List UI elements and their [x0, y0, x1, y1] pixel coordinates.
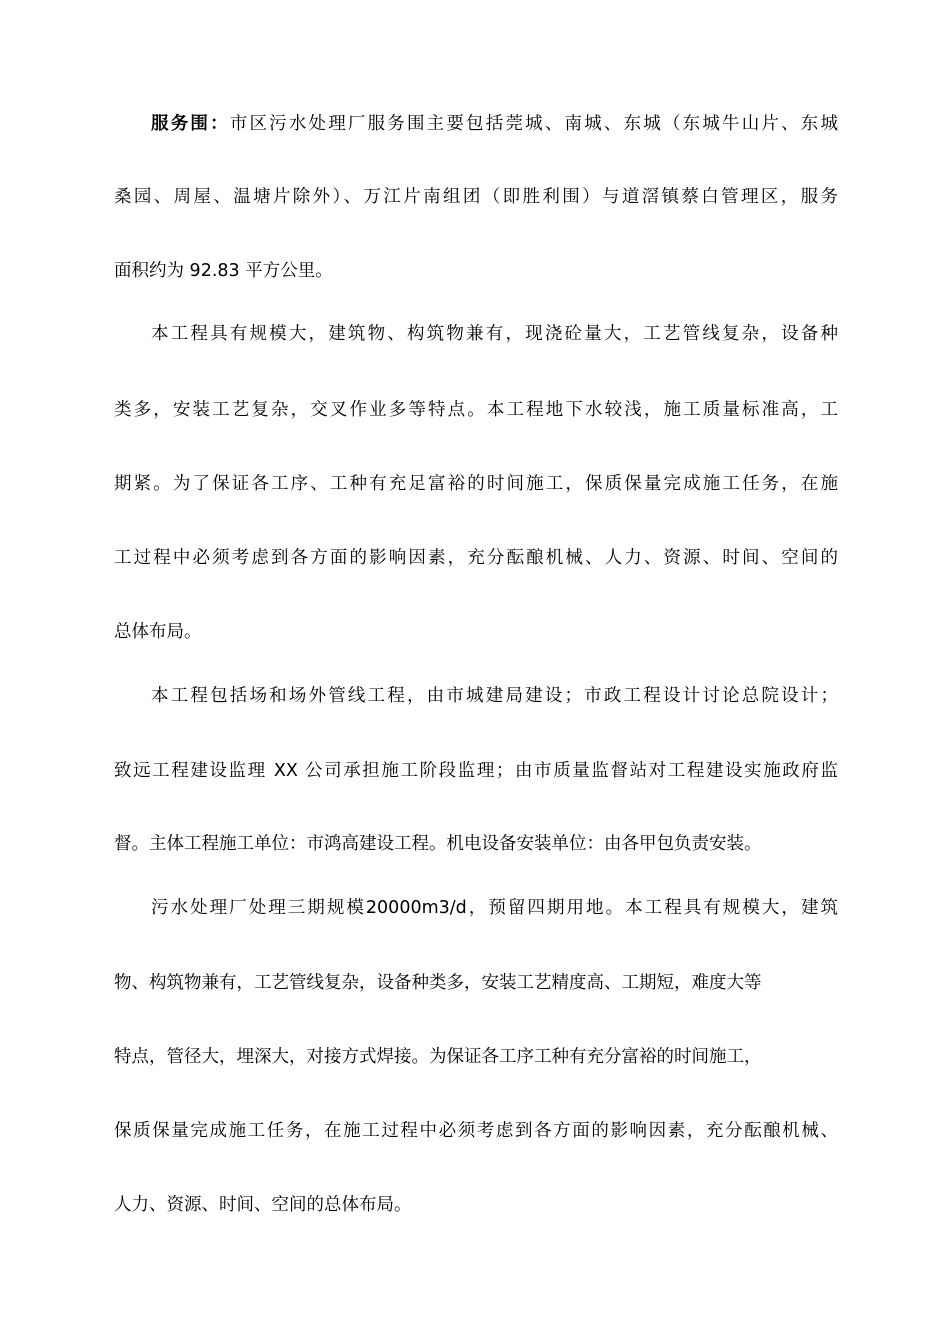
paragraph-line: 总体布局。 — [114, 622, 202, 642]
service-area-label: 服务围： — [151, 114, 230, 134]
paragraph-line: 工过程中必须考虑到各方面的影响因素，充分酝酿机械、人力、资源、时间、空间的 — [114, 548, 838, 568]
paragraph-line: 人力、资源、时间、空间的总体布局。 — [114, 1195, 412, 1215]
paragraph-line — [151, 112, 838, 136]
paragraph-line: 期紧。为了保证各工序、工种有充足富裕的时间施工，保质保量完成施工任务，在施 — [114, 474, 838, 494]
paragraph-line: 特点，管径大，埋深大，对接方式焊接。为保证各工序工种有充分富裕的时间施工， — [114, 1047, 762, 1067]
paragraph-line: 本工程包括场和场外管线工程，由市城建局建设；市政工程设计讨论总院设计； — [151, 686, 838, 706]
paragraph-line: 本工程具有规模大，建筑物、构筑物兼有，现浇砼量大，工艺管线复杂，设备种 — [151, 324, 838, 344]
paragraph-line: 物、构筑物兼有，工艺管线复杂，设备种类多，安装工艺精度高、工期短，难度大等 — [114, 973, 762, 993]
paragraph-line: 面积约为 92.83 平方公里。 — [114, 261, 333, 281]
paragraph-line-text: 市区污水处理厂服务围主要包括莞城、南城、东城（东城牛山片、东城 — [229, 114, 838, 134]
paragraph-line: 污水处理厂处理三期规模20000m3/d，预留四期用地。本工程具有规模大，建筑 — [151, 898, 838, 918]
paragraph-line: 桑园、周屋、温塘片除外）、万江片南组团（即胜利围）与道滘镇蔡白管理区，服务 — [114, 187, 838, 207]
paragraph-line: 类多，安装工艺复杂，交叉作业多等特点。本工程地下水较浅，施工质量标准高，工 — [114, 400, 838, 420]
paragraph-line: 保质保量完成施工任务，在施工过程中必须考虑到各方面的影响因素，充分酝酿机械、 — [114, 1121, 838, 1141]
paragraph-line: 督。主体工程施工单位：市鸿高建设工程。机电设备安装单位：由各甲包负责安装。 — [114, 834, 762, 854]
paragraph-line: 致远工程建设监理 XX 公司承担施工阶段监理；由市质量监督站对工程建设实施政府监 — [114, 761, 838, 781]
